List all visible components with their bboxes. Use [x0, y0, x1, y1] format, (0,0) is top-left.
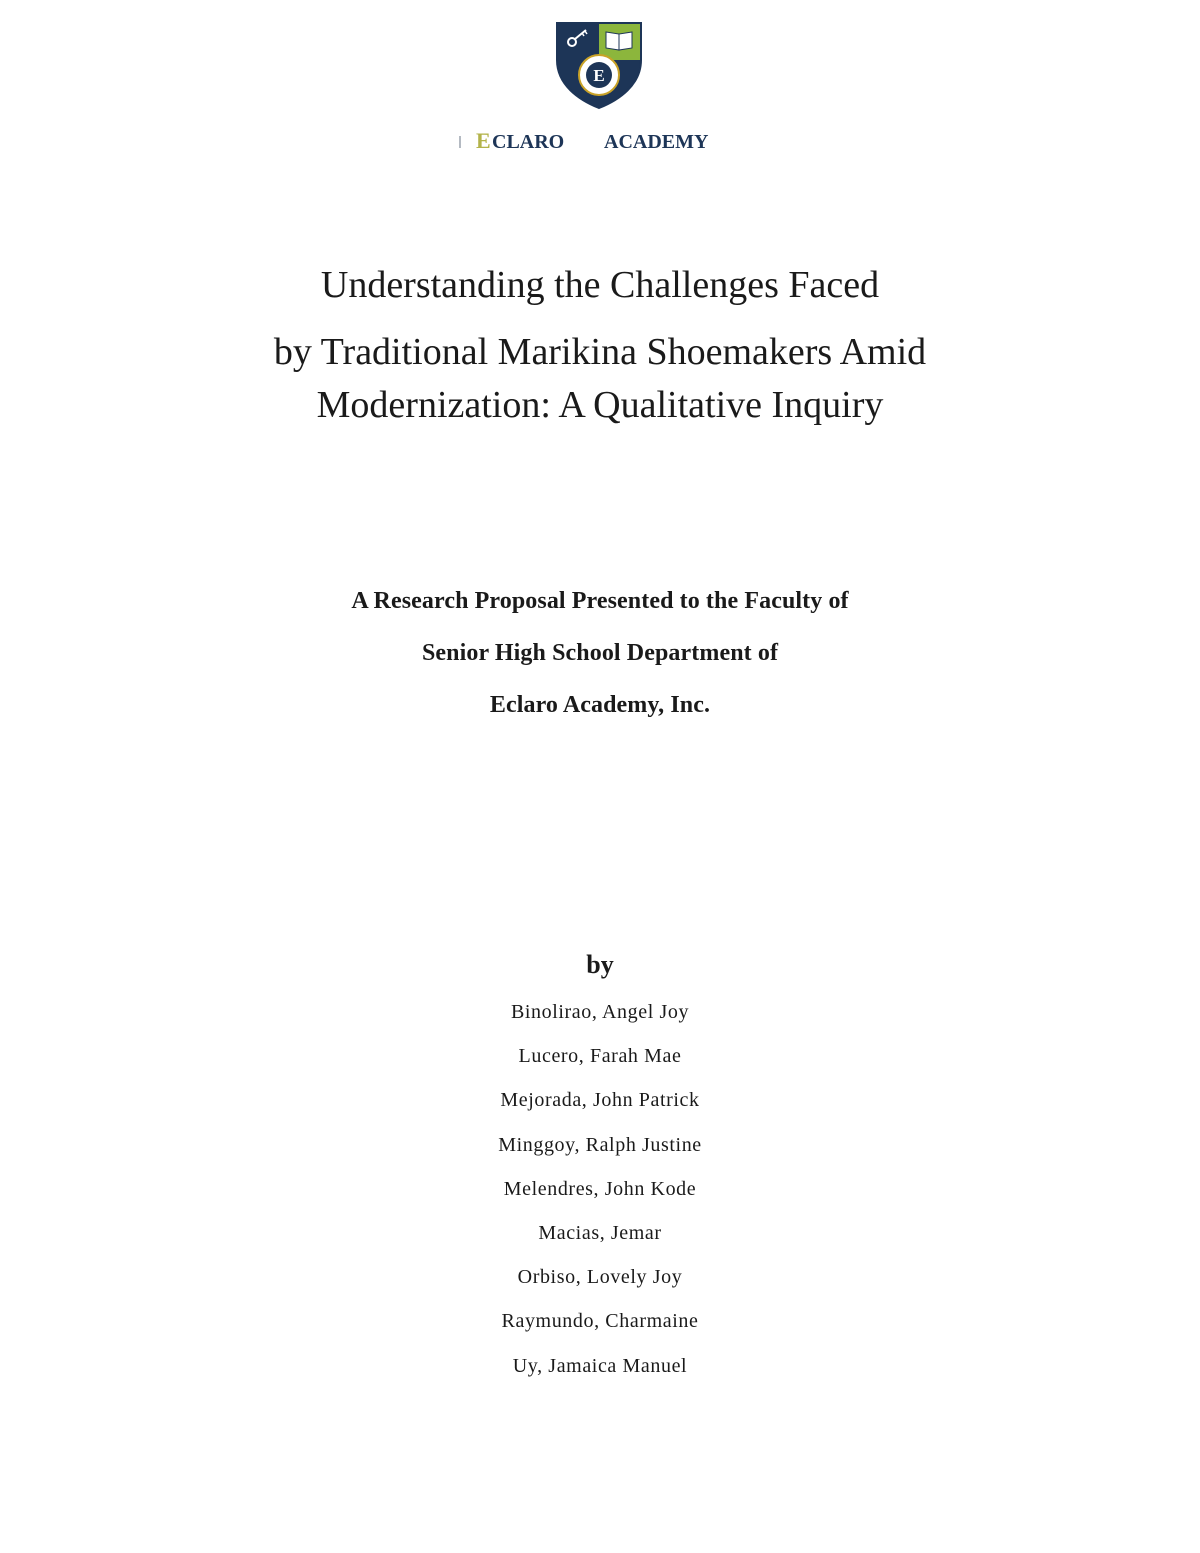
author-name: Melendres, John Kode — [503, 1177, 697, 1200]
author-list — [0, 996, 1200, 1394]
svg-text:CLARO: CLARO — [492, 131, 565, 153]
author-name: Raymundo, Charmaine — [501, 1310, 699, 1333]
author-name: Orbiso, Lovely Joy — [517, 1266, 683, 1289]
author-name: Binolirao, Angel Joy — [510, 1001, 690, 1023]
document-title-line-1: Understanding the Challenges Faced — [320, 264, 880, 306]
svg-text:E: E — [476, 128, 491, 153]
book-icon — [606, 32, 632, 50]
proposal-line-1: A Research Proposal Presented to the Faculty of — [351, 588, 849, 614]
svg-text:E: E — [593, 66, 605, 85]
author-name: Lucero, Farah Mae — [518, 1045, 682, 1068]
svg-text:ACADEMY: ACADEMY — [604, 131, 709, 153]
author-name: Macias, Jemar — [538, 1221, 662, 1244]
school-wordmark-logo — [456, 126, 756, 156]
school-crest-logo — [554, 20, 644, 110]
document-title-line-2: by Traditional Marikina Shoemakers Amid — [273, 331, 927, 373]
by-label: by — [586, 950, 614, 979]
author-name: Uy, Jamaica Manuel — [512, 1354, 688, 1377]
proposal-line-3: Eclaro Academy, Inc. — [489, 692, 711, 718]
proposal-line-2: Senior High School Department of — [421, 640, 779, 666]
author-name: Mejorada, John Patrick — [500, 1089, 700, 1112]
seal-emblem — [579, 55, 619, 95]
document-title-line-3: Modernization: A Qualitative Inquiry — [316, 384, 884, 426]
author-name: Minggoy, Ralph Justine — [498, 1133, 702, 1156]
